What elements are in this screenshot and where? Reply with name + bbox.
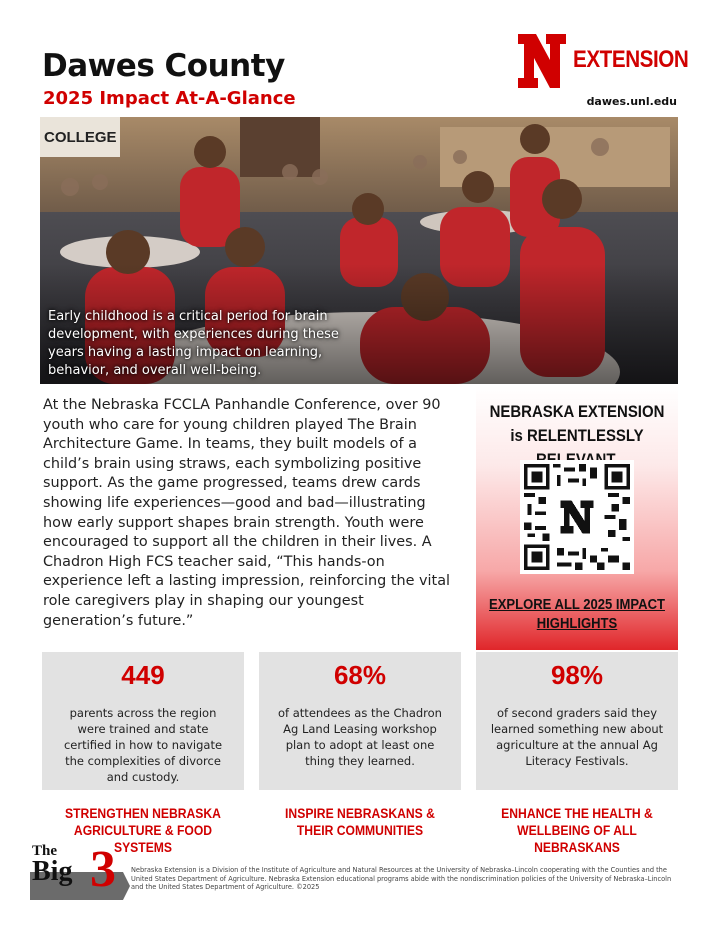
pillar-communities: INSPIRE NEBRASKANS & THEIR COMMUNITIES (285, 806, 435, 838)
big-3-logo (28, 842, 132, 904)
page-title: Dawes County (42, 48, 285, 84)
site-url[interactable]: dawes.unl.edu (586, 95, 677, 108)
page-subtitle: 2025 Impact At-A-Glance (43, 88, 296, 109)
photo-caption: Early childhood is a critical period for brain development, with experiences during these years having a lasting impact on learning, behavior, and overall well-being. (48, 309, 339, 378)
stat-card-parents (42, 652, 244, 790)
stat-description: parents across the region were trained and state certified in how to navigate the complexities of divorce and custody. (63, 706, 223, 784)
pillar-agriculture: STRENGTHEN NEBRASKA AGRICULTURE & FOOD SYSTEMS (65, 806, 221, 855)
stat-value: 68% (333, 660, 387, 690)
stat-value: 98% (550, 660, 604, 690)
big-3-big: Big (32, 856, 73, 887)
nebraska-extension-logo (518, 34, 689, 88)
explore-highlights-link[interactable]: EXPLORE ALL 2025 IMPACT HIGHLIGHTS (489, 597, 665, 632)
qr-code[interactable] (520, 460, 634, 574)
pillar-health: ENHANCE THE HEALTH & WELLBEING OF ALL NEBRASKANS (501, 806, 653, 855)
stat-value: 449 (121, 660, 165, 690)
stat-description: of attendees as the Chadron Ag Land Leasing workshop plan to adopt at least one thing they learned. (278, 706, 442, 768)
big-3-number: 3 (90, 841, 116, 898)
stat-card-attendees (259, 652, 461, 790)
promo-headline: NEBRASKA EXTENSION is RELENTLESSLY (489, 402, 665, 445)
stat-description: of second graders said they learned something new about agriculture at the annual Ag Literacy Festivals. (490, 706, 664, 768)
big-3-the: The (32, 843, 58, 859)
stat-card-second-graders (476, 652, 678, 790)
nebraska-n-icon (518, 34, 566, 88)
footer-disclaimer: Nebraska Extension is a Division of the Institute of Agriculture and Natural Resources at the University of Nebraska–Lincoln cooperating with the Counties and the United States Department of Agriculture. Nebraska Extension educational programs abide with the nondiscrimination policies of the University of Nebraska–Lincoln and the United States Department of Agriculture. ©2025 (131, 866, 672, 892)
logo-text: EXTENSION (573, 46, 689, 73)
story-text: At the Nebraska FCCLA Panhandle Conference, over 90 youth who care for young children played The Brain Architecture Game. In teams, they built models of a child’s brain using straws, each symbolizing positive support. As the game progressed, teams drew cards showing life experiences—good and bad—illustrating how early support shapes brain strength. Youth were encouraged to support all the children in their lives. A Chadron High FCS teacher said, “This hands-on experience left a lasting impression, reinforcing the vital role caregivers play in shaping our youngest generation’s future.” (43, 397, 451, 629)
promo-panel (476, 386, 678, 650)
